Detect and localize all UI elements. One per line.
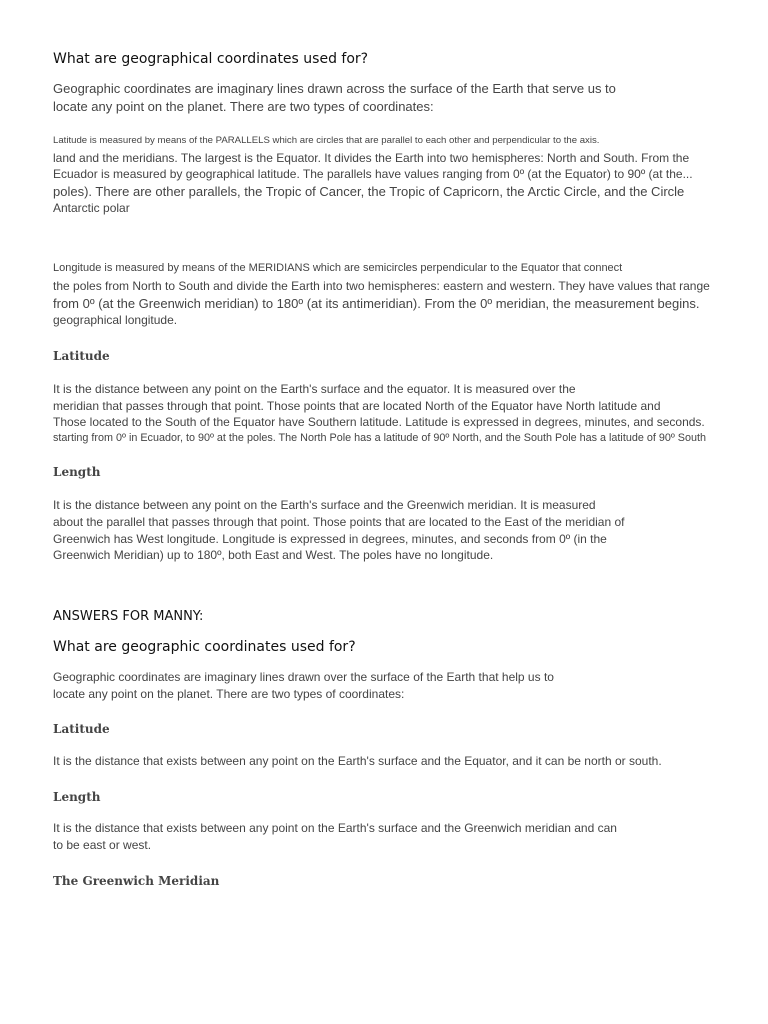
- question-heading: What are geographical coordinates used for?: [53, 51, 369, 67]
- length-line: It is the distance between any point on the Earth's surface and the Greenwich meridian. It is measured: [53, 498, 596, 512]
- length-heading: Length: [53, 790, 101, 804]
- parallels-line: land and the meridians. The largest is the Equator. It divides the Earth into two hemispheres: North and South. From the: [53, 151, 690, 165]
- length-heading: Length: [53, 465, 101, 479]
- meridians-line: geographical longitude.: [53, 313, 178, 327]
- latitude-line: Those located to the South of the Equator have Southern latitude. Latitude is expressed in degrees, minutes, and seconds.: [53, 415, 705, 429]
- question-heading: What are geographic coordinates used for?: [53, 639, 356, 655]
- parallels-line: poles). There are other parallels, the Tropic of Cancer, the Tropic of Capricorn, the Arctic Circle, and the Circle: [53, 184, 685, 199]
- intro-line: Geographic coordinates are imaginary lines drawn over the surface of the Earth that help us to: [53, 670, 554, 684]
- length-line: Greenwich Meridian) up to 180º, both East and West. The poles have no longitude.: [53, 548, 494, 562]
- intro-line: locate any point on the planet. There are two types of coordinates:: [53, 687, 405, 701]
- parallels-line: Antarctic polar: [53, 201, 130, 215]
- answers-label: ANSWERS FOR MANNY:: [53, 609, 204, 624]
- greenwich-heading: The Greenwich Meridian: [53, 874, 220, 888]
- meridians-line: from 0º (at the Greenwich meridian) to 180º (at its antimeridian). From the 0º meridian, the measurement begins.: [53, 296, 700, 311]
- meridians-line: the poles from North to South and divide the Earth into two hemispheres: eastern and western. They have values that range: [53, 279, 710, 293]
- latitude-heading: Latitude: [53, 349, 110, 363]
- latitude-line: It is the distance between any point on the Earth's surface and the equator. It is measured over the: [53, 382, 576, 396]
- parallels-line: Latitude is measured by means of the PARALLELS which are circles that are parallel to each other and perpendicular to the axis.: [53, 135, 600, 146]
- latitude-heading: Latitude: [53, 722, 110, 736]
- length-line: Greenwich has West longitude. Longitude is expressed in degrees, minutes, and seconds from 0º (in the: [53, 532, 607, 546]
- meridians-line: Longitude is measured by means of the MERIDIANS which are semicircles perpendicular to the Equator that connect: [53, 262, 623, 274]
- latitude-line: starting from 0º in Ecuador, to 90º at the poles. The North Pole has a latitude of 90º North, and the South Pole has a latitude of 90º South: [53, 432, 707, 444]
- length-line: to be east or west.: [53, 838, 152, 852]
- latitude-line: It is the distance that exists between any point on the Earth's surface and the Equator, and it can be north or south.: [53, 754, 662, 768]
- length-line: about the parallel that passes through that point. Those points that are located to the East of the meridian of: [53, 515, 625, 529]
- length-line: It is the distance that exists between any point on the Earth's surface and the Greenwich meridian and can: [53, 821, 617, 835]
- intro-line: locate any point on the planet. There are two types of coordinates:: [53, 99, 434, 114]
- parallels-line: Ecuador is measured by geographical latitude. The parallels have values ranging from 0º (at the Equator) to 90º (at the...: [53, 167, 693, 181]
- intro-line: Geographic coordinates are imaginary lines drawn across the surface of the Earth that serve us to: [53, 81, 616, 96]
- latitude-line: meridian that passes through that point. Those points that are located North of the Equator have North latitude and: [53, 399, 661, 413]
